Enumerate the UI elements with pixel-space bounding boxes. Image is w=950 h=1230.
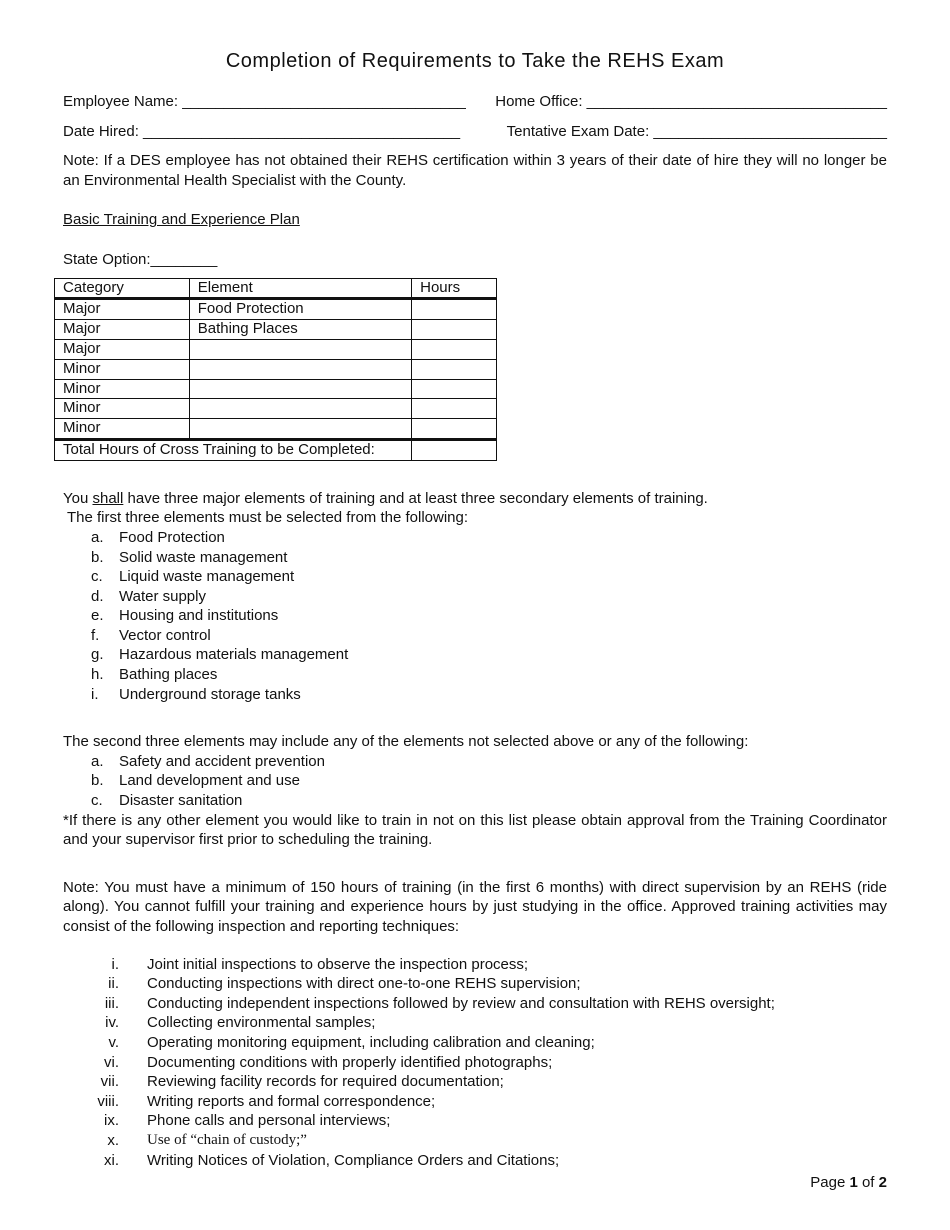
document-page [63, 48, 887, 1170]
list-text: Reviewing facility records for required documentation; [147, 1073, 504, 1091]
list-item [63, 548, 887, 568]
list-item [63, 1111, 887, 1131]
list-text: Writing Notices of Violation, Compliance Orders and Citations; [147, 1151, 560, 1169]
total-hours-cell[interactable] [412, 439, 497, 460]
list-label: c. [91, 568, 103, 586]
list-item [63, 1151, 887, 1171]
list-item [63, 752, 887, 772]
list-text: Phone calls and personal interviews; [147, 1112, 391, 1130]
list-label: h. [91, 666, 104, 684]
list-label: a. [91, 752, 104, 770]
list-item [63, 528, 887, 548]
list-text: Conducting independent inspections followed by review and consultation with REHS oversight; [147, 994, 775, 1012]
list-text: Solid waste management [119, 548, 288, 566]
header-element: Element [189, 278, 411, 299]
table-row [55, 320, 497, 340]
list-label: vi. [104, 1053, 119, 1071]
list-item [63, 626, 887, 646]
list-label: e. [91, 607, 104, 625]
list-label: x. [107, 1131, 119, 1149]
element-cell[interactable] [189, 359, 411, 379]
hours-cell[interactable] [412, 320, 497, 340]
total-row [55, 439, 497, 460]
page-word: Page [810, 1174, 850, 1191]
list-item [63, 791, 887, 811]
list-item [63, 1092, 887, 1112]
shall-emphasis: shall [92, 489, 124, 507]
element-cell[interactable] [189, 339, 411, 359]
total-pages: 2 [878, 1174, 887, 1191]
list-label: ii. [108, 975, 119, 993]
category-cell: Major [55, 339, 190, 359]
field-row-1 [63, 92, 887, 112]
category-cell: Minor [55, 379, 190, 399]
page-number [810, 1173, 887, 1193]
table-row [55, 379, 497, 399]
list-text: Hazardous materials management [119, 646, 349, 664]
page-title: Completion of Requirements to Take the REHS Exam [225, 50, 725, 72]
list-label: f. [91, 626, 100, 644]
requirement-line-1 [63, 489, 887, 509]
list-text: Vector control [119, 626, 211, 644]
list-item [63, 1013, 887, 1033]
table-row [55, 359, 497, 379]
requirements-paragraph [63, 489, 887, 528]
list-label: c. [91, 792, 103, 810]
employee-name-field[interactable]: Employee Name: __________________________________ [63, 93, 466, 110]
list-text: Disaster sanitation [119, 792, 243, 810]
list-item [63, 606, 887, 626]
secondary-elements-intro: The second three elements may include any of the elements not selected above or any of the following: [63, 733, 749, 751]
table-row [55, 419, 497, 440]
state-option-field[interactable]: State Option:________ [63, 250, 218, 268]
list-item [63, 587, 887, 607]
hours-cell[interactable] [412, 419, 497, 440]
list-label: a. [91, 528, 104, 546]
training-hours-note: Note: You must have a minimum of 150 hours of training (in the first 6 months) with direct supervision by an REHS (ride along). You cannot fulfill your training and experience hours by just studying in the office. Approved training activities may consist of the following inspection and reporting techniques: [63, 878, 887, 936]
element-cell[interactable]: Food Protection [189, 299, 411, 320]
approval-note: *If there is any other element you would like to train in not on this list please obtain approval from the Training Coordinator and your supervisor first prior to scheduling the training. [63, 811, 887, 849]
list-item [63, 974, 887, 994]
secondary-elements-list [63, 752, 887, 811]
table-row [55, 299, 497, 320]
list-text: Joint initial inspections to observe the inspection process; [147, 955, 529, 973]
training-plan-table [54, 278, 497, 461]
tentative-exam-date-field[interactable]: Tentative Exam Date: ____________________________ [506, 122, 887, 140]
table-header-row [55, 278, 497, 299]
list-item [63, 665, 887, 685]
hours-cell[interactable] [412, 359, 497, 379]
list-label: v. [108, 1033, 119, 1051]
list-item [63, 994, 887, 1014]
hours-cell[interactable] [412, 299, 497, 320]
list-item [63, 685, 887, 705]
list-text: Liquid waste management [119, 568, 295, 586]
home-office-field[interactable]: Home Office: ____________________________________ [495, 93, 887, 110]
list-label: d. [91, 587, 104, 605]
list-label: vii. [100, 1073, 119, 1091]
category-cell: Major [55, 320, 190, 340]
list-label: i. [111, 955, 119, 973]
of-word: of [857, 1174, 879, 1191]
list-item [63, 955, 887, 975]
list-text: Writing reports and formal correspondence; [147, 1092, 436, 1110]
list-item [63, 645, 887, 665]
list-text: Bathing places [119, 666, 218, 684]
list-item [63, 1131, 887, 1151]
list-item [63, 1053, 887, 1073]
list-item [63, 1033, 887, 1053]
requirement-prefix: You [63, 489, 93, 507]
element-cell[interactable] [189, 419, 411, 440]
category-cell: Minor [55, 359, 190, 379]
list-label: iii. [104, 994, 119, 1012]
list-label: xi. [104, 1151, 119, 1169]
list-text: Water supply [119, 587, 206, 605]
list-text: Collecting environmental samples; [147, 1014, 376, 1032]
total-label: Total Hours of Cross Training to be Completed: [55, 439, 412, 460]
list-item [63, 771, 887, 791]
list-text: Documenting conditions with properly identified photographs; [147, 1053, 553, 1071]
list-item [63, 567, 887, 587]
category-cell: Minor [55, 399, 190, 419]
list-text: Use of “chain of custody;” [147, 1131, 307, 1148]
date-hired-field[interactable]: Date Hired: ______________________________________ [63, 122, 461, 140]
hours-cell[interactable] [412, 379, 497, 399]
header-hours: Hours [412, 278, 497, 299]
section-heading: Basic Training and Experience Plan [63, 211, 300, 229]
category-cell: Major [55, 299, 190, 320]
element-cell[interactable]: Bathing Places [189, 320, 411, 340]
list-text: Food Protection [119, 528, 225, 546]
element-cell[interactable] [189, 379, 411, 399]
list-item [63, 1072, 887, 1092]
current-page: 1 [849, 1174, 858, 1191]
list-label: ix. [104, 1112, 119, 1130]
list-label: i. [91, 685, 99, 703]
hours-cell[interactable] [412, 339, 497, 359]
list-text: Conducting inspections with direct one-to-one REHS supervision; [147, 975, 581, 993]
list-text: Operating monitoring equipment, including calibration and cleaning; [147, 1033, 595, 1051]
header-category: Category [55, 278, 190, 299]
techniques-list [63, 955, 887, 1171]
list-text: Housing and institutions [119, 607, 279, 625]
list-text: Underground storage tanks [119, 685, 301, 703]
list-text: Safety and accident prevention [119, 752, 325, 770]
list-label: b. [91, 772, 104, 790]
table-row [55, 339, 497, 359]
list-label: b. [91, 548, 104, 566]
table-row [55, 399, 497, 419]
field-row-2 [63, 122, 887, 142]
certification-note: Note: If a DES employee has not obtained their REHS certification within 3 years of their date of hire they will no longer be an Environmental Health Specialist with the County. [63, 152, 887, 189]
major-elements-list [63, 528, 887, 704]
list-text: Land development and use [119, 772, 300, 790]
element-cell[interactable] [189, 399, 411, 419]
requirement-line-2: The first three elements must be selected from the following: [67, 509, 469, 527]
category-cell: Minor [55, 419, 190, 440]
hours-cell[interactable] [412, 399, 497, 419]
requirement-suffix: have three major elements of training and at least three secondary elements of training. [123, 489, 708, 507]
list-label: iv. [105, 1014, 119, 1032]
list-label: viii. [97, 1092, 119, 1110]
list-label: g. [91, 646, 104, 664]
